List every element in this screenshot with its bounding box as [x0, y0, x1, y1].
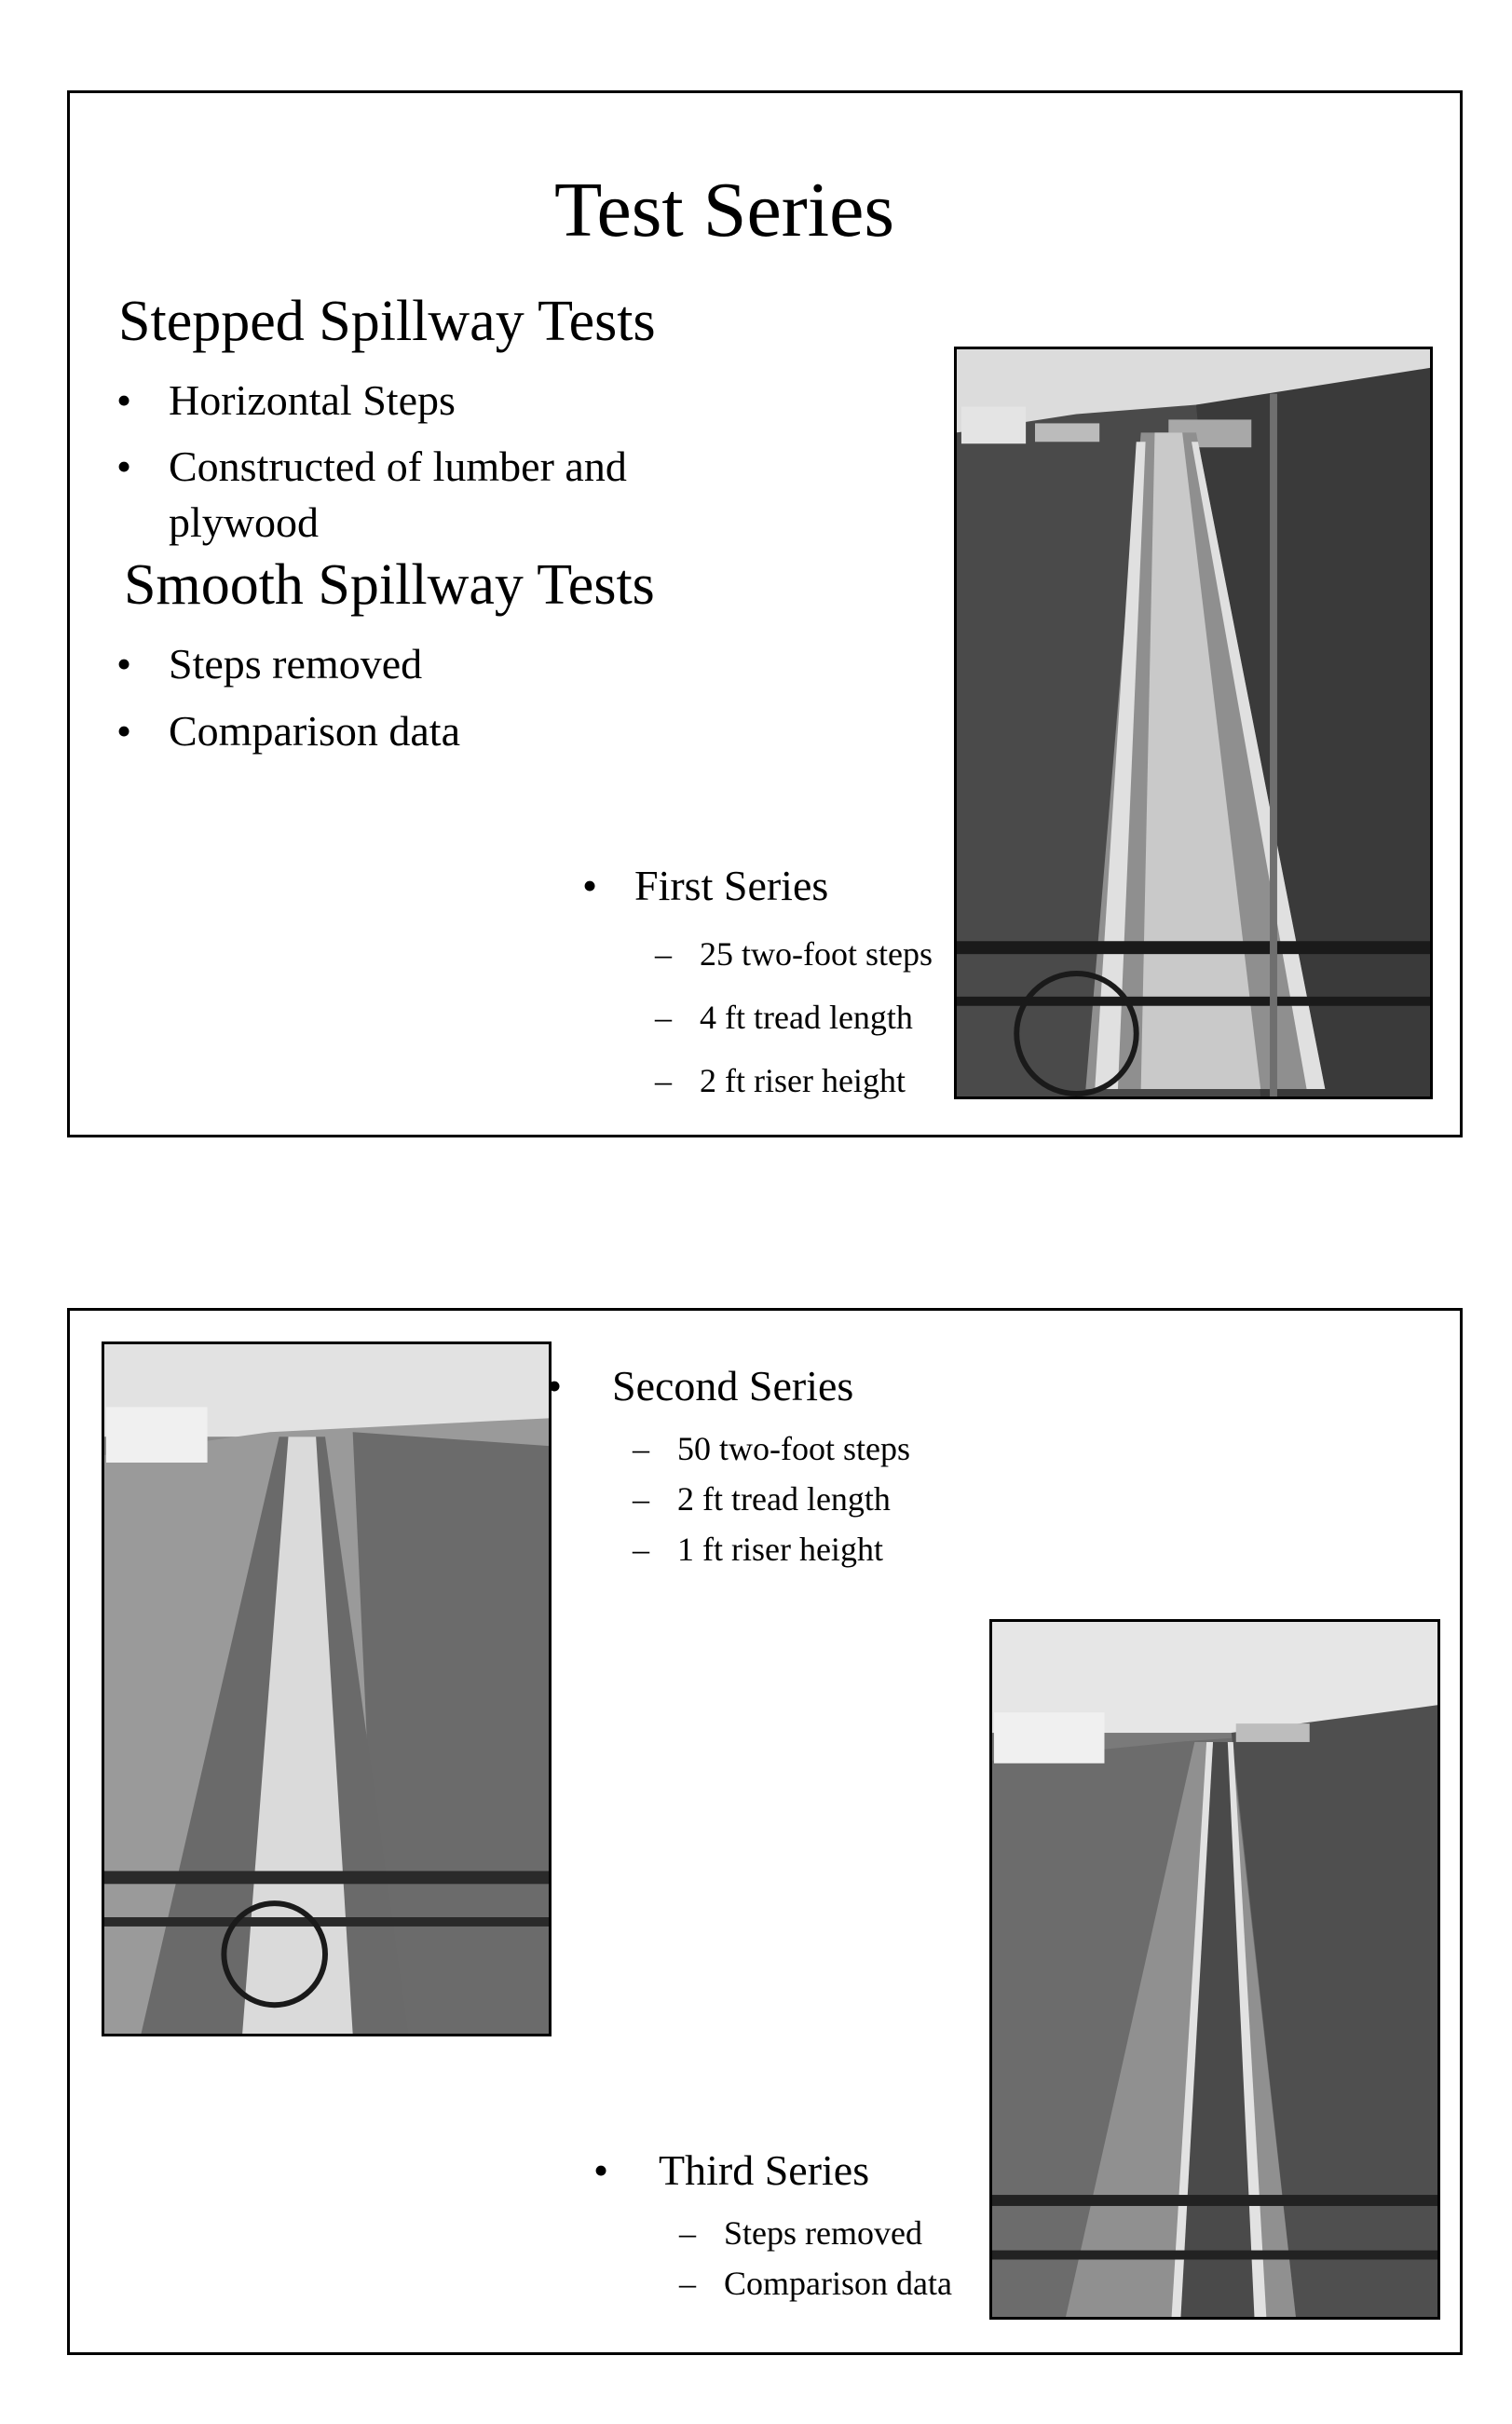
first-series-tread: 4 ft tread length: [700, 999, 913, 1036]
spillway-photo-third-series-image: [992, 1622, 1437, 2317]
slide-test-series: [67, 90, 1463, 1137]
spillway-photo-first-series: [954, 347, 1433, 1099]
bullet-marker: •: [547, 1362, 563, 1409]
slide-series-two-three: [67, 1308, 1463, 2355]
second-series-tread: 2 ft tread length: [677, 1480, 891, 1518]
slide-title: Test Series: [554, 167, 895, 253]
dash-marker: –: [633, 1480, 649, 1518]
first-series-label: First Series: [634, 862, 829, 909]
bullet-marker: •: [116, 376, 132, 424]
third-series-comparison: Comparison data: [724, 2265, 952, 2302]
stepped-spillway-heading: Stepped Spillway Tests: [118, 290, 656, 353]
second-series-steps: 50 two-foot steps: [677, 1430, 910, 1467]
third-series-label: Third Series: [659, 2146, 870, 2194]
third-series-steps-removed: Steps removed: [724, 2214, 922, 2252]
bullet-marker: •: [116, 707, 132, 755]
dash-marker: –: [633, 1531, 649, 1568]
bullet-comparison-data: Comparison data: [169, 707, 460, 755]
dash-marker: –: [655, 935, 672, 973]
dash-marker: –: [655, 999, 672, 1036]
bullet-steps-removed: Steps removed: [169, 640, 423, 688]
dash-marker: –: [655, 1062, 672, 1099]
bullet-marker: •: [116, 443, 132, 490]
second-series-riser: 1 ft riser height: [677, 1531, 883, 1568]
spillway-photo-second-series: [102, 1341, 552, 2036]
bullet-marker: •: [582, 862, 598, 909]
bullet-marker: •: [593, 2146, 609, 2194]
spillway-photo-third-series: [989, 1619, 1440, 2320]
spillway-photo-second-series-image: [104, 1344, 549, 2034]
bullet-constructed-of-cont: plywood: [169, 498, 319, 546]
bullet-marker: •: [116, 640, 132, 688]
smooth-spillway-heading: Smooth Spillway Tests: [124, 553, 655, 617]
second-series-label: Second Series: [612, 1362, 854, 1409]
first-series-riser: 2 ft riser height: [700, 1062, 906, 1099]
spillway-photo-first-series-image: [957, 349, 1430, 1096]
bullet-horizontal-steps: Horizontal Steps: [169, 376, 456, 424]
first-series-steps: 25 two-foot steps: [700, 935, 933, 973]
dash-marker: –: [679, 2265, 696, 2302]
bullet-constructed-of: Constructed of lumber and: [169, 443, 627, 490]
dash-marker: –: [679, 2214, 696, 2252]
dash-marker: –: [633, 1430, 649, 1467]
